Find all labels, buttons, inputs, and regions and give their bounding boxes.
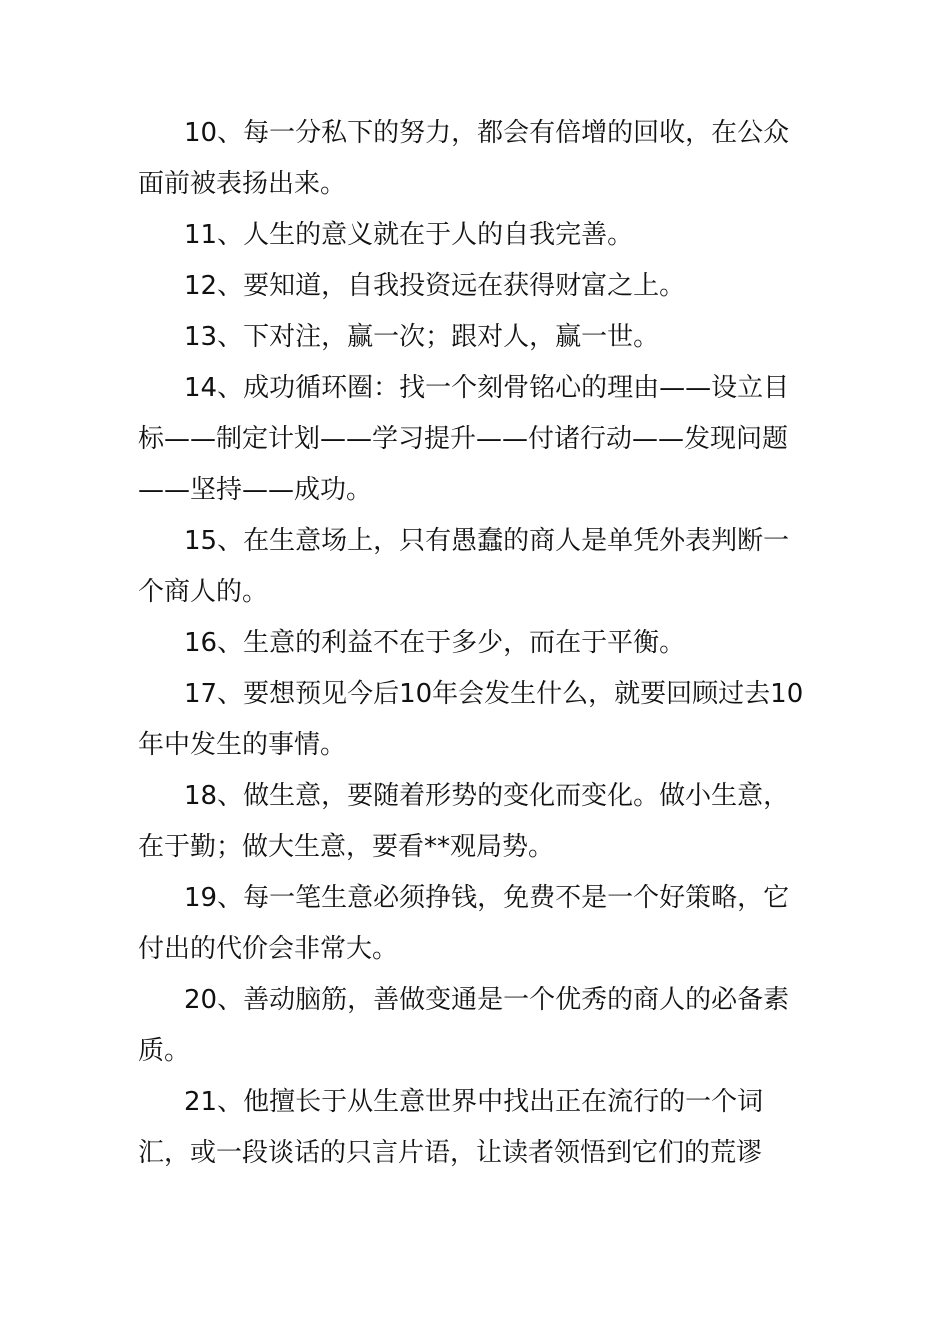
paragraph-20: 20、善动脑筋，善做变通是一个优秀的商人的必备素质。	[138, 985, 790, 1066]
document-body	[138, 108, 810, 1179]
paragraph-10: 10、每一分私下的努力，都会有倍增的回收，在公众面前被表扬出来。	[138, 118, 790, 199]
paragraph-11: 11、人生的意义就在于人的自我完善。	[184, 220, 634, 250]
paragraph-18: 18、做生意，要随着形势的变化而变化。做小生意，在于勤；做大生意，要看**观局势。	[138, 781, 790, 862]
paragraph-21: 21、他擅长于从生意世界中找出正在流行的一个词汇，或一段谈话的只言片语，让读者领悟到它们的荒谬	[138, 1087, 764, 1168]
paragraph-17: 17、要想预见今后10年会发生什么，就要回顾过去10年中发生的事情。	[138, 679, 804, 760]
paragraph-19: 19、每一笔生意必须挣钱，免费不是一个好策略，它付出的代价会非常大。	[138, 883, 790, 964]
paragraph-15: 15、在生意场上，只有愚蠢的商人是单凭外表判断一个商人的。	[138, 526, 790, 607]
paragraph-12: 12、要知道，自我投资远在获得财富之上。	[184, 271, 686, 301]
paragraph-13: 13、下对注，赢一次；跟对人，赢一世。	[184, 322, 660, 352]
paragraph-14: 14、成功循环圈：找一个刻骨铭心的理由——设立目标——制定计划——学习提升——付诸行动——发现问题——坚持——成功。	[138, 373, 790, 505]
paragraph-16: 16、生意的利益不在于多少，而在于平衡。	[184, 628, 686, 658]
